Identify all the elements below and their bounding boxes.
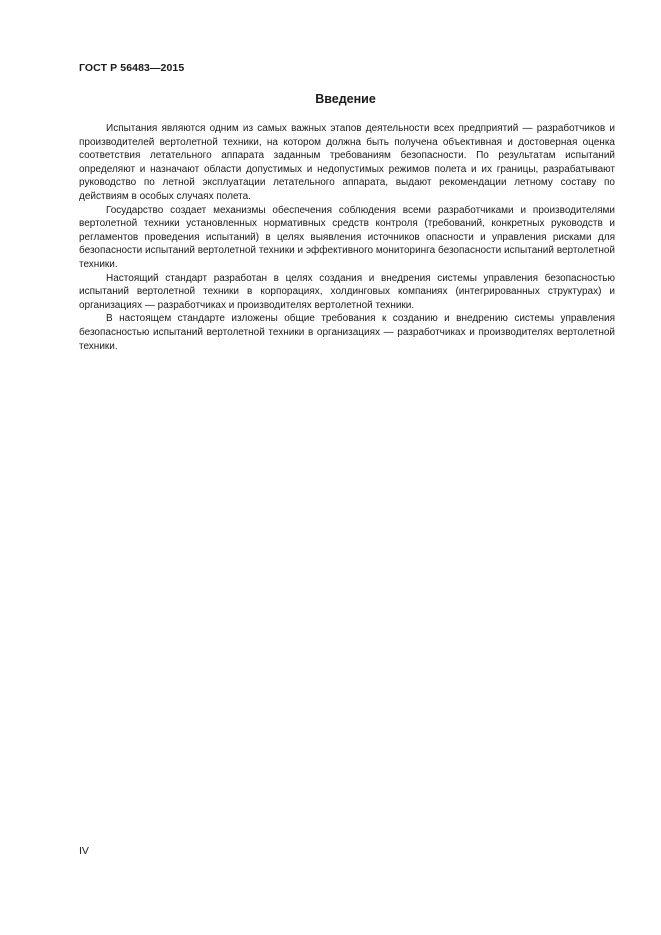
section-title: Введение [315,92,376,106]
paragraph: Испытания являются одним из самых важных этапов деятельности всех предприятий — разработчиков и производителей вертолетной техники, на котором должна быть получена объективная и достоверная оценка соответствия летательного аппарата заданным требованиям безопасности. По результатам испытаний определяют и назначают области допустимых и недопустимых режимов полета и их границы, разрабатывают руководство по летной эксплуатации летательного аппарата, выдают рекомендации летному составу по действиям в особых случаях полета. [79,123,615,202]
body-text [79,122,615,353]
paragraph: Настоящий стандарт разработан в целях создания и внедрения системы управления безопасностью испытаний вертолетной техники в корпорациях, холдинговых компаниях (интегрированных структурах) и организациях — разработчиках и производителях вертолетной техники. [79,272,615,311]
page-number: IV [79,845,89,857]
paragraph: В настоящем стандарте изложены общие требования к созданию и внедрению системы управления безопасностью испытаний вертолетной техники в организациях — разработчиках и производителях вертолетной техники. [79,313,615,352]
document-header: ГОСТ Р 56483—2015 [79,62,185,74]
paragraph: Государство создает механизмы обеспечения соблюдения всеми разработчиками и производителями вертолетной техники установленных нормативных средств контроля (требований, конкретных руководств и регламентов проведения испытаний) в целях выявления источников опасности и управления рисками для безопасности испытаний вертолетной техники и эффективного мониторинга безопасности испытаний вертолетной техники. [79,204,615,270]
